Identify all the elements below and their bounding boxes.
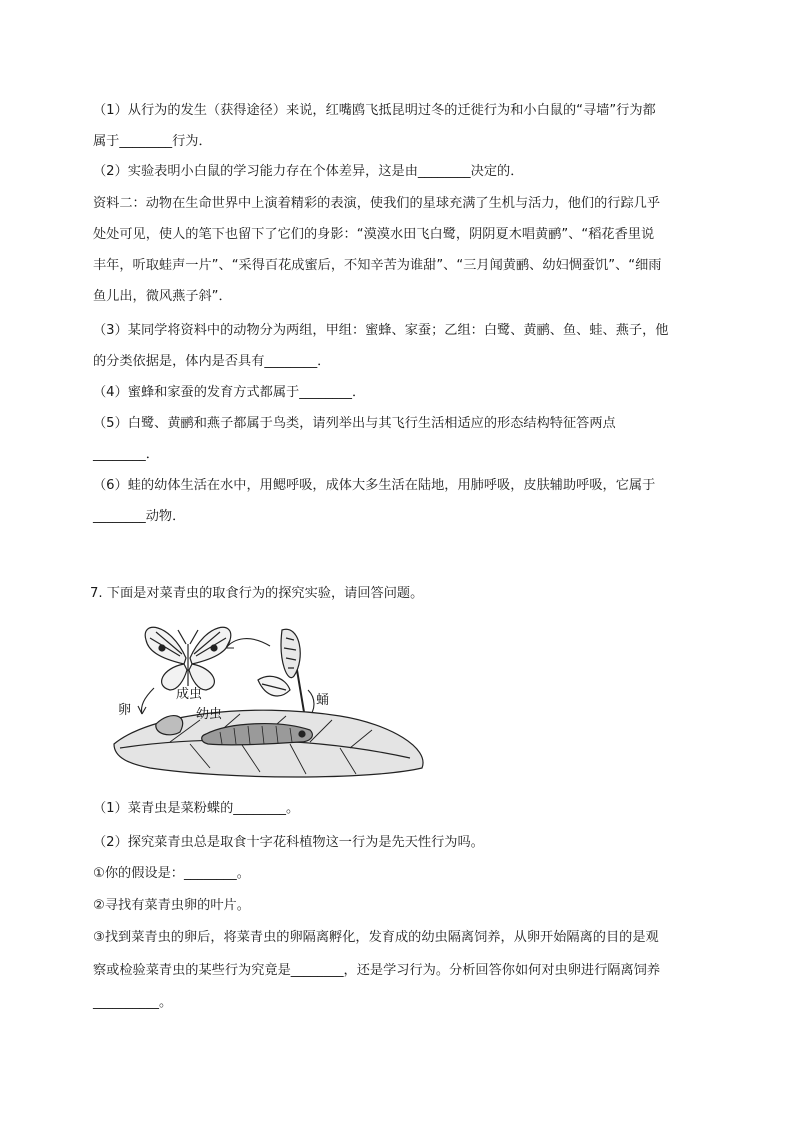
q6-line-2: 属于________行为． [93, 134, 212, 149]
leaf-with-larva-drawing [114, 710, 423, 777]
q7-sub2-line: （2）探究菜青虫总是取食十字花科植物这一行为是先天性行为吗。 [93, 835, 484, 850]
q7-step3-line-1: ③找到菜青虫的卵后，将菜青虫的卵隔离孵化，发育成的幼虫隔离饲养，从卵开始隔离的目的是观 [93, 930, 659, 945]
q7-hypothesis-line: ①你的假设是：________。 [93, 866, 250, 881]
lifecycle-illustration [110, 618, 450, 778]
butterfly-adult-drawing [145, 627, 231, 690]
q6-sub6-line-2: ________动物． [93, 509, 186, 524]
material-2-line-4: 鱼儿出，微风燕子斜”． [93, 289, 232, 304]
material-2-line-3: 丰年，听取蛙声一片”、“采得百花成蜜后，不知辛苦为谁甜”、“三月闻黄鹂、幼妇惆蚕饥”、“细雨 [93, 258, 662, 273]
q6-sub3-line-2: 的分类依据是，体内是否具有________． [93, 354, 331, 369]
q6-sub5-line-1: （5）白鹭、黄鹂和燕子都属于鸟类，请列举出与其飞行生活相适应的形态结构特征答两点 [93, 416, 616, 431]
label-pupa: 蛹 [316, 693, 330, 708]
cabbage-butterfly-lifecycle-figure [110, 618, 450, 778]
label-larva: 幼虫 [196, 707, 223, 722]
q7-sub1-line: （1）菜青虫是菜粉蝶的________。 [93, 801, 300, 816]
q6-line-3: （2）实验表明小白鼠的学习能力存在个体差异，这是由________决定的． [93, 164, 524, 179]
q7-step3-line-2: 察或检验菜青虫的某些行为究竟是________，还是学习行为。分析回答你如何对虫卵进行隔离饲养 [93, 963, 661, 978]
material-2-line-1: 资料二：动物在生命世界中上演着精彩的表演，使我们的星球充满了生机与活力，他们的行踪几乎 [93, 196, 661, 211]
q7-step2-line: ②寻找有菜青虫卵的叶片。 [93, 898, 250, 913]
q6-sub4-line: （4）蜜蜂和家蚕的发育方式都属于________． [93, 385, 366, 400]
label-adult: 成虫 [176, 687, 203, 702]
q6-sub5-line-2: ________． [93, 447, 159, 462]
label-egg: 卵 [118, 703, 132, 718]
question-7-title: 7. 下面是对菜青虫的取食行为的探究实验，请回答问题。 [90, 586, 424, 601]
q6-sub6-line-1: （6）蛙的幼体生活在水中，用鳃呼吸，成体大多生活在陆地，用肺呼吸，皮肤辅助呼吸，它属于 [93, 478, 656, 493]
q6-line-1: （1）从行为的发生（获得途径）来说，红嘴鸥飞抵昆明过冬的迁徙行为和小白鼠的“寻墙”行为都 [93, 103, 656, 118]
q6-sub3-line-1: （3）某同学将资料中的动物分为两组，甲组：蜜蜂、家蚕；乙组：白鹭、黄鹂、鱼、蛙、燕子，他 [93, 323, 669, 338]
q7-step3-line-3: __________。 [93, 995, 173, 1010]
material-2-line-2: 处处可见，使人的笔下也留下了它们的身影：“漠漠水田飞白鹭，阴阴夏木唱黄鹂”、“稻花香里说 [93, 227, 655, 242]
